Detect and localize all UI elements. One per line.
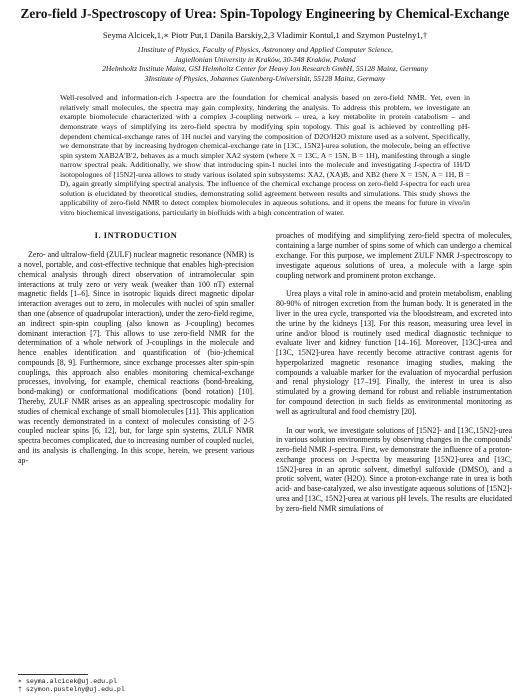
footnote-email-1: ∗ seyma.alcicek@uj.edu.pl [18,678,117,685]
affiliation-line: 2Helmholtz Institute Mainz, GSI Helmholtz Center for Heavy Ion Research GmbH, 55128 Mainz, Germany [102,64,428,74]
footnote-rule [18,674,88,675]
affiliation-line: 1Institute of Physics, Faculty of Physics, Astronomy and Applied Computer Science, [137,45,393,54]
footnote-email-2: † szymon.pustelny@uj.edu.pl [18,686,125,693]
author-list: Seyma Alcicek,1,∗ Piotr Put,1 Danila Barskiy,2,3 Vladimir Kontul,1 and Szymon Pustelny1,† [102,30,428,40]
section-heading: I. INTRODUCTION [94,231,178,241]
abstract: Well-resolved and information-rich J-spectra are the foundation for chemical analysis based on zero-field NMR. Yet, even in relatively small molecules, the spectra may gain complexity, hindering the analysis. To address this problem, we investigate an example biomolecule characterized with a complex J-coupling network – urea, a key metabolite in protein catabolism – and demonstrate ways of simplifying its zero-field spectra by modifying spin topology. This goal is achieved by controlling pH-dependent chemical-exchange rates of 1H nuclei and varying the composition of D2O/H2O mixture used as a solvent. Specifically, we demonstrate that by increasing hydrogen chemical-exchange rate in [13C, 15N2]-urea solution, the molecule, being an effective spin system XAB2A′B′2, behaves as a much simpler XA2 system (where X = 13C, A = 15N, B = 1H), manifesting through a single narrow spectral peak. Additionally, we show that introducing spin-1 nuclei into the molecule and investigating J-spectra of 1H/D isotopologues of [15N2]-urea allows to study various isolated spin subsystems: XA2, (XA)B, and XB2 (here X = 15N, A = 1H, B = D), again greatly simplifying spectral analysis. The influence of the chemical exchange process on zero-field J-spectra for each urea solution is elucidated by theoretical studies, demonstrating solid agreement between results and simulations. This study shows the applicability of zero-field NMR to detect complex biomolecules in aqueous solutions, and it opens the means for future in vivo/in vitro biochemical investigations, particularly in biofluids with a high concentration of water. [60,93,470,217]
paragraph: proaches of modifying and simplifying zero-field spectra of molecules, containing a large number of spins some of which can undergo a chemical exchange. For this purpose, we implement ZULF NMR J-spectroscopy to investigate aqueous solutions of urea, a molecule with a large spin coupling network and prominent proton exchange. [276,231,512,280]
affiliation-line: 3Institute of Physics, Johannes Gutenberg-Universität, 55128 Mainz, Germany [144,73,386,83]
left-column [18,231,254,513]
affiliation-line: Jagiellonian University in Kraków, 30-348 Kraków, Poland [174,54,356,64]
right-column [276,231,512,513]
affiliations [18,45,512,83]
paragraph: In our work, we investigate solutions of [15N2]- and [13C,15N2]-urea in various solution environments by observing changes in the compounds' zero-field NMR J-spectra. First, we demonstrate the influence of a proton-exchange process on J-spectra by measuring [15N2]-urea and [13C, 15N2]-urea in an aprotic solvent, dimethyl sulfoxide (DMSO), and a protic solvent, water (H2O). Since a proton-exchange rate in urea is both acid- and base-catalyzed, we also investigate aqueous solutions of [15N2]-urea and [13C, 15N2]-urea at various pH levels. The results are elucidated by zero-field NMR simulations of [276,425,512,513]
paragraph: Zero- and ultralow-field (ZULF) nuclear magnetic resonance (NMR) is a novel, portable, and cost-effective technique that enables high-precision chemical analysis through direct observation of intramolecular spin interactions at truly zero or very weak (weaker than 100 nT) external magnetic fields [1–6]. Since in isotropic liquids direct magnetic dipolar interaction averages out to zero, in molecules with nuclei of spin smaller than one (absence of quadrupolar interaction), under the zero-field regime, an indirect spin-spin coupling (also known as J-coupling) becomes dominant interaction [7]. This allows to use zero-field NMR for the determination of a whole network of J-couplings in the molecule and hence enables identification and quantification of (bio-)chemical compounds [8, 9]. Furthermore, since exchange processes alter spin-spin couplings, this approach also enables monitoring chemical-exchange processes, involving, for example, chemical reactions (bond-breaking, bond-making) or conformational modifications (bond rotation) [10]. Thereby, ZULF NMR arises as an appealing spectroscopic modality for studies of chemical exchange of small biomolecules [11]. This application was recently demonstrated in a context of molecules consisting of 2-5 coupled nuclear spins [6, 12], but, for large spin systems, ZULF NMR spectra becomes complicated, due to increasing number of coupled nuclei, and its analysis is challenging. In this scope, herein, we present various ap- [18,250,254,465]
footnotes [18,674,254,694]
body-columns [18,231,512,513]
paper-title: Zero-field J-Spectroscopy of Urea: Spin-Topology Engineering by Chemical-Exchange [20,6,510,21]
paragraph: Urea plays a vital role in amino-acid and protein metabolism, enabling 80-90% of nitrogen excretion from the human body. It is generated in the liver in the urea cycle, transported via the bloodstream, and excreted into the urine by the kidneys [13]. For this reason, measuring urea level in urine and/or blood is routinely used medical diagnostic technique to evaluate liver and kidney function [14–16]. Moreover, [13C]-urea and [13C, 15N2]-urea have recently become attractive contrast agents for hyperpolarized magnetic resonance imaging studies, making the compounds a valuable marker for the evaluation of myocardial perfusion and renal physiology [17–19]. Finally, the interest in urea is also stimulated by a growing demand for robust and reliable instrumentation for compound detection in such fields as environmental monitoring as well as agricultural and food chemistry [20]. [276,289,512,416]
